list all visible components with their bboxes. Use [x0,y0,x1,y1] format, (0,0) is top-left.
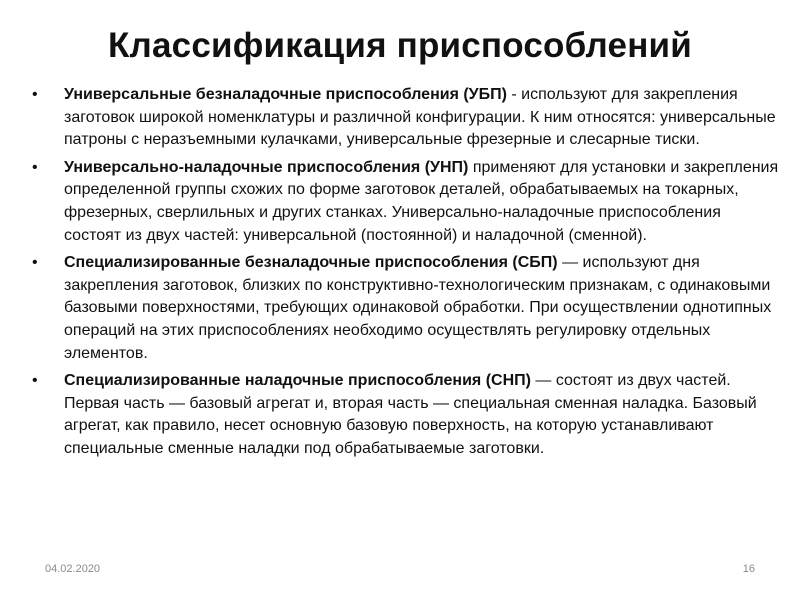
bullet-item-sbp [22,252,782,365]
slide-title: Классификация приспособлений [108,26,692,65]
bullet-term: Специализированные безналадочные приспособления (СБП) [64,254,558,272]
bullet-text: — состоят из двух частей. Первая часть — базовый агрегат и, вторая часть — специальная сменная наладка. Базовый агрегат, как правило, несет основную базовую поверхность, на которую устанавливают специальные сменные наладки под обрабатываемые заготовки. [64,372,757,457]
bullet-term: Универсальные безналадочные приспособления (УБП) [64,86,507,103]
bullet-dot-icon: • [32,86,38,103]
bullet-term: Универсально-наладочные приспособления (УНП) [64,158,469,176]
bullet-dot-icon: • [32,158,38,176]
footer-date: 04.02.2020 [45,563,101,575]
page-number: 16 [742,563,755,575]
bullet-text: - используют для закрепления заготовок широкой номенклатуры и различной конфигурации. К ним относятся: универсальные патроны с неразъемными кулачками, универсальные фрезерные и слесарные тиски. [64,86,776,149]
bullet-item-unp [22,157,782,247]
bullet-text: — используют дня закрепления заготовок, близких по конструктивно-технологическим признакам, с одинаковыми базовыми поверхностями, требующих одинаковой обработки. При осуществлении однотипных операций на этих приспособлениях необходимо осуществлять регулировку отдельных элементов. [64,254,772,362]
bullet-term: Специализированные наладочные приспособления (СНП) [64,372,531,390]
bullet-text: применяют для установки и закрепления определенной группы схожих по форме заготовок деталей, обрабатываемых на токарных, фрезерных, сверлильных и других станках. Универсально-наладочные приспособления состоят из двух частей: универсальной (постоянной) и наладочной (сменной). [64,158,779,244]
bullet-list [22,84,782,466]
bullet-dot-icon: • [32,254,38,272]
bullet-item-snp [22,370,782,460]
bullet-item-ubp [22,84,782,152]
bullet-dot-icon: • [32,372,38,390]
